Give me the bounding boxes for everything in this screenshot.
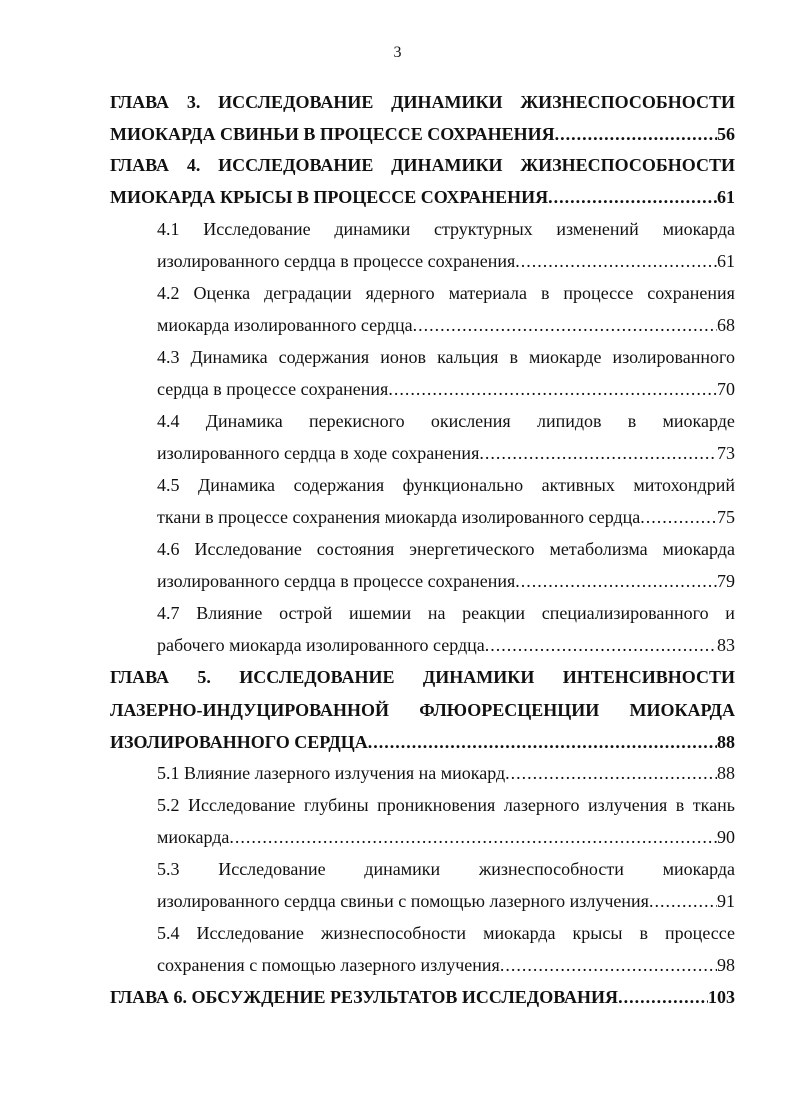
toc-word: ЖИЗНЕСПОСОБНОСТИ bbox=[520, 155, 735, 175]
toc-word: Исследование bbox=[196, 923, 304, 943]
toc-entry-title: рабочего миокарда изолированного сердца bbox=[157, 635, 485, 655]
toc-word: материала bbox=[448, 283, 528, 303]
leader-dots bbox=[500, 949, 717, 981]
toc-word: 5.3 bbox=[157, 859, 180, 879]
toc-section-5-3-line-2[interactable] bbox=[157, 885, 735, 917]
toc-word: 3. bbox=[186, 92, 201, 112]
toc-word: в bbox=[540, 283, 550, 303]
leader-dots bbox=[618, 981, 708, 1013]
toc-word: сохранения bbox=[647, 283, 735, 303]
toc-page-number: 75 bbox=[717, 507, 735, 527]
toc-word: процессе bbox=[563, 283, 634, 303]
toc-page-number: 83 bbox=[717, 635, 735, 655]
toc-page-number: 61 bbox=[717, 187, 735, 207]
toc-word: ФЛЮОРЕСЦЕНЦИИ bbox=[419, 700, 600, 720]
toc-section-5-3-line-1 bbox=[157, 853, 735, 885]
toc-word: Динамика bbox=[205, 411, 283, 431]
toc-word: ткань bbox=[692, 795, 735, 815]
toc-word: проникновения bbox=[377, 795, 496, 815]
toc-word: ДИНАМИКИ bbox=[422, 667, 535, 687]
leader-dots bbox=[548, 181, 717, 213]
toc-section-4-6-line-1 bbox=[157, 533, 735, 565]
toc-page-number: 88 bbox=[717, 763, 735, 783]
toc-word: метаболизма bbox=[549, 539, 648, 559]
leader-dots bbox=[649, 885, 717, 917]
toc-word: ЛАЗЕРНО-ИНДУЦИРОВАННОЙ bbox=[110, 700, 390, 720]
toc-word: в bbox=[509, 347, 518, 367]
toc-word: крысы bbox=[572, 923, 623, 943]
toc-chapter-4-line-1 bbox=[110, 149, 735, 181]
toc-word: в bbox=[627, 411, 637, 431]
toc-word: 5.4 bbox=[157, 923, 180, 943]
toc-page-number: 61 bbox=[717, 251, 735, 271]
toc-word: острой bbox=[279, 603, 333, 623]
toc-entry-title: миокарда bbox=[157, 827, 230, 847]
toc-word: процессе bbox=[665, 923, 735, 943]
toc-word: ионов bbox=[380, 347, 427, 367]
toc-word: ядерного bbox=[365, 283, 435, 303]
toc-entry-title: изолированного сердца в процессе сохранения bbox=[157, 251, 516, 271]
toc-entry-title: МИОКАРДА СВИНЬИ В ПРОЦЕССЕ СОХРАНЕНИЯ bbox=[110, 124, 555, 144]
toc-word: Исследование bbox=[203, 219, 311, 239]
toc-word: содержания bbox=[293, 475, 385, 495]
toc-word: Оценка bbox=[193, 283, 251, 303]
toc-section-4-1-line-1 bbox=[157, 213, 735, 245]
toc-word: деградации bbox=[264, 283, 352, 303]
toc-word: 5.2 bbox=[157, 795, 180, 815]
leader-dots bbox=[505, 757, 717, 789]
toc-section-4-7-line-2[interactable] bbox=[157, 629, 735, 661]
toc-entry-title: ИЗОЛИРОВАННОГО СЕРДЦА bbox=[110, 732, 368, 752]
toc-word: структурных bbox=[433, 219, 533, 239]
toc-chapter-3-line-1 bbox=[110, 86, 735, 118]
toc-word: кальция bbox=[437, 347, 499, 367]
toc-word: 4.3 bbox=[157, 347, 180, 367]
toc-word: 4.4 bbox=[157, 411, 180, 431]
toc-section-4-4-line-2[interactable] bbox=[157, 437, 735, 469]
leader-dots bbox=[515, 245, 717, 277]
toc-word: и bbox=[725, 603, 735, 623]
toc-word: в bbox=[639, 923, 648, 943]
toc-section-4-6-line-2[interactable] bbox=[157, 565, 735, 597]
toc-section-5-2-line-1 bbox=[157, 789, 735, 821]
toc-word: 4.5 bbox=[157, 475, 180, 495]
toc-page-number: 56 bbox=[717, 124, 735, 144]
toc-page-number: 90 bbox=[717, 827, 735, 847]
toc-section-4-3-line-1 bbox=[157, 341, 735, 373]
toc-word: МИОКАРДА bbox=[629, 700, 735, 720]
leader-dots bbox=[555, 118, 717, 150]
toc-word: Исследование bbox=[194, 539, 302, 559]
toc-word: в bbox=[675, 795, 685, 815]
leader-dots bbox=[515, 565, 717, 597]
toc-entry-title: изолированного сердца в процессе сохранения bbox=[157, 571, 516, 591]
leader-dots bbox=[388, 373, 717, 405]
toc-word: миокарда bbox=[483, 923, 556, 943]
toc-page-number: 79 bbox=[717, 571, 735, 591]
toc-chapter-5-line-2 bbox=[110, 694, 735, 726]
toc-word: реакции bbox=[462, 603, 526, 623]
toc-section-5-2-line-2[interactable] bbox=[157, 821, 735, 853]
toc-word: ГЛАВА bbox=[110, 667, 170, 687]
toc-word: 4. bbox=[186, 155, 201, 175]
toc-section-4-1-line-2[interactable] bbox=[157, 245, 735, 277]
toc-entry-title: 5.1 Влияние лазерного излучения на миокард bbox=[157, 763, 506, 783]
toc-word: динамики bbox=[334, 219, 411, 239]
toc-word: ДИНАМИКИ bbox=[391, 92, 503, 112]
toc-word: миокарде bbox=[662, 411, 735, 431]
toc-word: 4.6 bbox=[157, 539, 180, 559]
toc-word: митохондрий bbox=[633, 475, 735, 495]
toc-chapter-5-line-1 bbox=[110, 661, 735, 693]
toc-section-4-4-line-1 bbox=[157, 405, 735, 437]
toc-page-number: 70 bbox=[717, 379, 735, 399]
toc-entry-title: миокарда изолированного сердца bbox=[157, 315, 413, 335]
toc-entry-title: МИОКАРДА КРЫСЫ В ПРОЦЕССЕ СОХРАНЕНИЯ bbox=[110, 187, 549, 207]
toc-word: специализированного bbox=[541, 603, 709, 623]
toc-word: миокарда bbox=[662, 219, 735, 239]
toc-word: Исследование bbox=[218, 859, 326, 879]
toc-word: излучения bbox=[587, 795, 668, 815]
toc-word: ИССЛЕДОВАНИЕ bbox=[218, 92, 374, 112]
toc-section-5-1[interactable] bbox=[157, 757, 735, 789]
toc-entry-title: сердца в процессе сохранения bbox=[157, 379, 389, 399]
toc-section-5-4-line-1 bbox=[157, 917, 735, 949]
leader-dots bbox=[229, 821, 717, 853]
toc-word: ДИНАМИКИ bbox=[391, 155, 503, 175]
leader-dots bbox=[640, 501, 717, 533]
toc-word: Динамика bbox=[190, 347, 268, 367]
toc-word: функционально bbox=[402, 475, 524, 495]
toc-word: 4.2 bbox=[157, 283, 180, 303]
toc-section-4-7-line-1 bbox=[157, 597, 735, 629]
toc-entry-title: ГЛАВА 6. ОБСУЖДЕНИЕ РЕЗУЛЬТАТОВ ИССЛЕДОВАНИЯ bbox=[110, 987, 619, 1007]
toc-word: на bbox=[427, 603, 446, 623]
toc-word: миокарда bbox=[662, 859, 735, 879]
toc-page-number: 73 bbox=[717, 443, 735, 463]
toc-word: миокарде bbox=[529, 347, 602, 367]
toc-word: динамики bbox=[364, 859, 441, 879]
toc-word: перекисного bbox=[309, 411, 405, 431]
leader-dots bbox=[413, 309, 717, 341]
toc-word: жизнеспособности bbox=[478, 859, 624, 879]
toc-word: 4.1 bbox=[157, 219, 180, 239]
toc-word: ишемии bbox=[348, 603, 412, 623]
toc-word: активных bbox=[541, 475, 615, 495]
toc-page-number: 98 bbox=[717, 955, 735, 975]
toc-word: глубины bbox=[303, 795, 369, 815]
leader-dots bbox=[485, 629, 717, 661]
page-number: 3 bbox=[393, 44, 402, 61]
toc-word: ИССЛЕДОВАНИЕ bbox=[218, 155, 374, 175]
toc-word: ИНТЕНСИВНОСТИ bbox=[562, 667, 735, 687]
toc-entry-title: изолированного сердца свиньи с помощью лазерного излучения bbox=[157, 891, 649, 911]
toc-section-4-3-line-2[interactable] bbox=[157, 373, 735, 405]
toc-chapter-4-line-2[interactable] bbox=[110, 181, 735, 213]
toc-section-4-5-line-2[interactable] bbox=[157, 501, 735, 533]
toc-word: ГЛАВА bbox=[110, 92, 170, 112]
toc-section-4-2-line-1 bbox=[157, 277, 735, 309]
toc-page-number: 88 bbox=[717, 732, 735, 752]
leader-dots bbox=[479, 437, 717, 469]
toc-chapter-5-line-3[interactable] bbox=[110, 726, 735, 758]
toc-entry-title: изолированного сердца в ходе сохранения bbox=[157, 443, 480, 463]
toc-entry-title: сохранения с помощью лазерного излучения bbox=[157, 955, 500, 975]
toc-word: жизнеспособности bbox=[320, 923, 467, 943]
toc-word: 4.7 bbox=[157, 603, 180, 623]
toc-word: ИССЛЕДОВАНИЕ bbox=[239, 667, 395, 687]
toc-word: энергетического bbox=[409, 539, 535, 559]
toc-word: изменений bbox=[556, 219, 639, 239]
toc-chapter-6[interactable] bbox=[110, 981, 735, 1013]
toc-word: ГЛАВА bbox=[110, 155, 170, 175]
toc-word: ЖИЗНЕСПОСОБНОСТИ bbox=[520, 92, 735, 112]
toc-word: изолированного bbox=[612, 347, 735, 367]
toc-word: содержания bbox=[278, 347, 370, 367]
toc-word: окисления bbox=[430, 411, 511, 431]
toc-page-number: 68 bbox=[717, 315, 735, 335]
toc-word: Исследование bbox=[188, 795, 296, 815]
toc-page-number: 103 bbox=[708, 987, 735, 1007]
toc-word: лазерного bbox=[503, 795, 580, 815]
toc-section-4-2-line-2[interactable] bbox=[157, 309, 735, 341]
toc-chapter-3-line-2[interactable] bbox=[110, 118, 735, 150]
toc-entry-title: ткани в процессе сохранения миокарда изолированного сердца bbox=[157, 507, 641, 527]
toc-word: состояния bbox=[316, 539, 395, 559]
leader-dots bbox=[368, 726, 717, 758]
toc-word: Динамика bbox=[198, 475, 276, 495]
toc-word: миокарда bbox=[662, 539, 735, 559]
toc-page-number: 91 bbox=[717, 891, 735, 911]
toc-word: липидов bbox=[536, 411, 602, 431]
toc-word: 5. bbox=[197, 667, 211, 687]
toc-word: Влияние bbox=[196, 603, 263, 623]
toc-section-5-4-line-2[interactable] bbox=[157, 949, 735, 981]
toc-section-4-5-line-1 bbox=[157, 469, 735, 501]
